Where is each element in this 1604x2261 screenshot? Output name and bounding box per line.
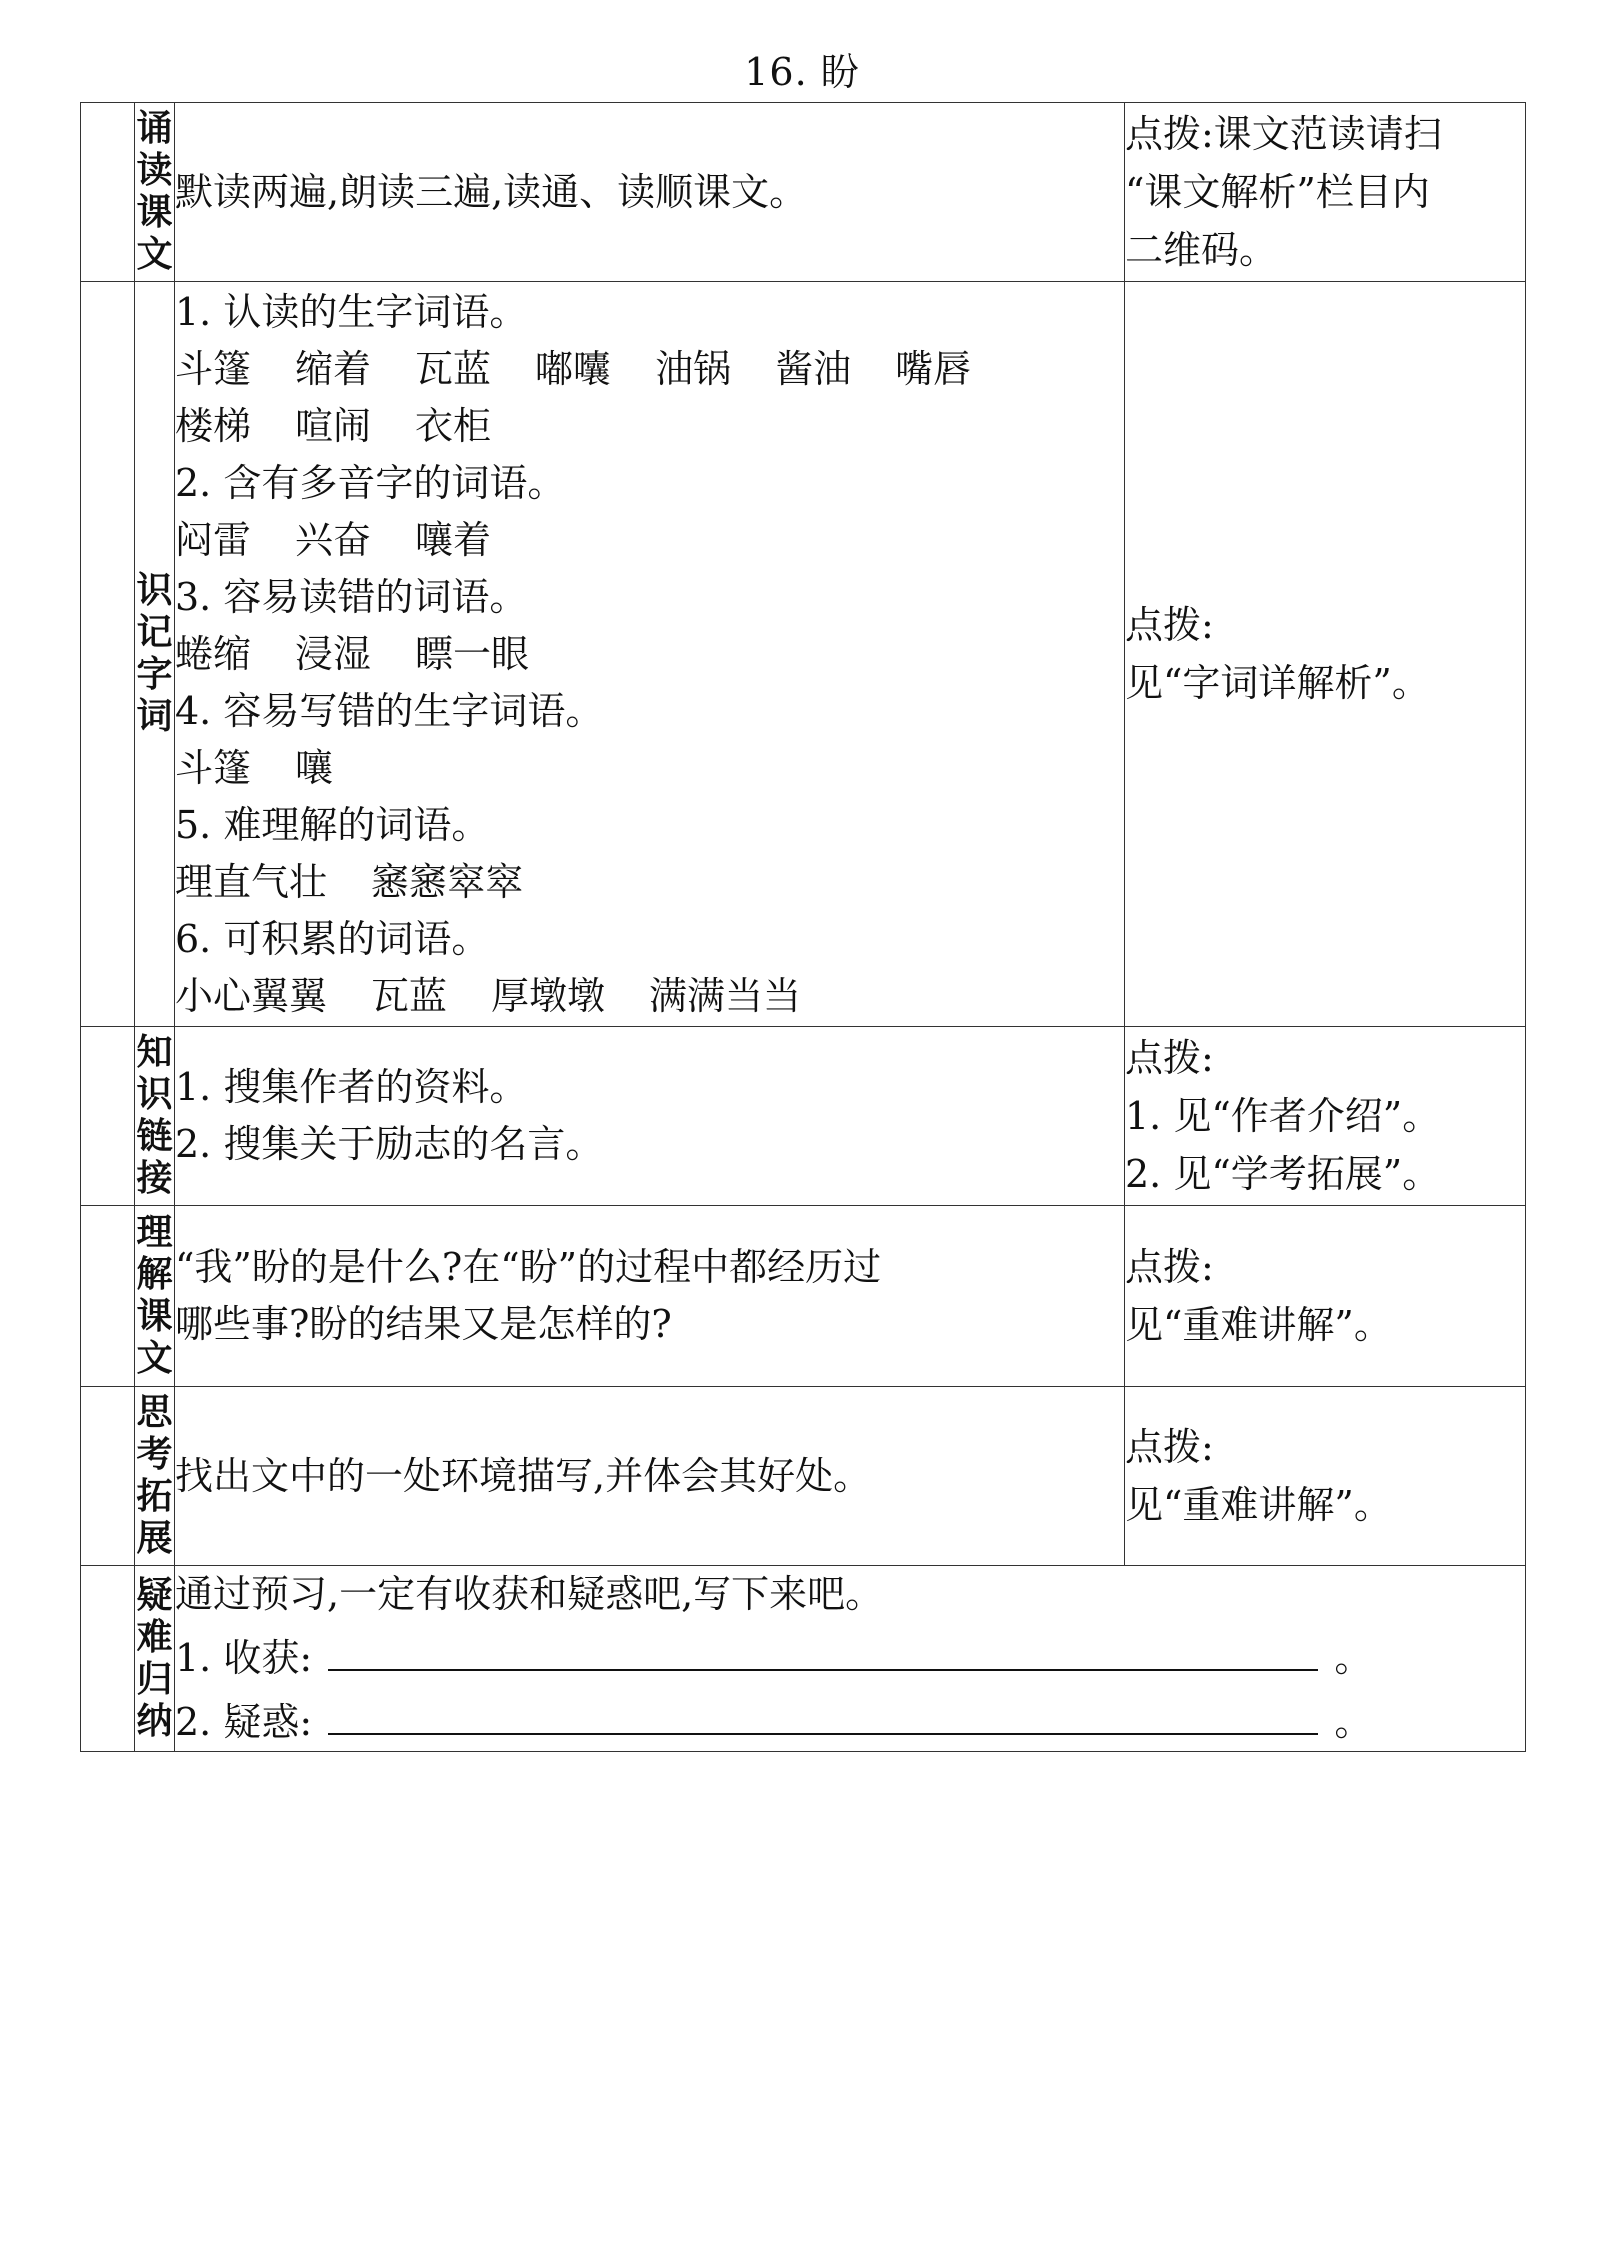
tip-line: 点拨:课文范读请扫	[1125, 112, 1442, 156]
tip-line: 点拨:	[1125, 1425, 1214, 1469]
word: 瓦蓝	[371, 973, 448, 1018]
tip-line: 见“重难讲解”。	[1125, 1483, 1392, 1527]
section-tip	[1125, 1027, 1526, 1206]
label-char: 思	[136, 1392, 173, 1433]
word: 嘟囔	[535, 346, 612, 391]
word: 缩着	[295, 346, 372, 391]
section-understand	[81, 1206, 1526, 1387]
word: 酱油	[775, 346, 852, 391]
worksheet-table	[80, 102, 1526, 1752]
margin-cell	[81, 1206, 135, 1387]
section-content	[175, 1566, 1526, 1752]
section-label	[135, 1387, 175, 1566]
tip-line: 点拨:	[1125, 1036, 1214, 1080]
label-char: 识	[136, 570, 173, 611]
section-tip	[1125, 1206, 1526, 1387]
word: 喧闹	[295, 403, 372, 448]
tip-line: 2. 见“学考拓展”。	[1125, 1152, 1441, 1196]
section-label	[135, 1206, 175, 1387]
label-char: 解	[136, 1254, 173, 1295]
section-content	[175, 282, 1125, 1027]
margin-cell	[81, 1387, 135, 1566]
word: 满满当当	[649, 973, 802, 1018]
label-char: 理	[136, 1212, 173, 1253]
vocab-heading: 5. 难理解的词语。	[175, 802, 490, 847]
label-char: 归	[136, 1658, 173, 1700]
margin-cell	[81, 1027, 135, 1206]
doubts-label: 2. 疑惑:	[175, 1700, 313, 1744]
section-knowledge-link	[81, 1027, 1526, 1206]
vocab-heading: 4. 容易写错的生字词语。	[175, 688, 604, 733]
label-char: 词	[136, 696, 173, 737]
doubts-write-line[interactable]	[328, 1687, 1318, 1735]
word: 油锅	[655, 346, 732, 391]
word: 瓦蓝	[415, 346, 492, 391]
word: 楼梯	[175, 403, 252, 448]
section-recite	[81, 103, 1526, 282]
word-list	[175, 626, 1124, 683]
label-char: 考	[136, 1434, 173, 1475]
period: 。	[1334, 1636, 1373, 1680]
word-list	[175, 854, 1124, 911]
word-list	[175, 740, 1124, 797]
margin-cell	[81, 103, 135, 282]
label-char: 课	[136, 1296, 173, 1337]
section-think-expand	[81, 1387, 1526, 1566]
section-questions	[81, 1566, 1526, 1752]
content-line: 哪些事?盼的结果又是怎样的?	[175, 1302, 672, 1346]
tip-line: 见“字词详解析”。	[1125, 661, 1430, 705]
section-vocabulary	[81, 282, 1526, 1027]
word: 兴奋	[295, 517, 372, 562]
content-line: “我”盼的是什么?在“盼”的过程中都经历过	[175, 1245, 882, 1289]
label-char: 诵	[136, 108, 173, 149]
tip-line: 点拨:	[1125, 1245, 1214, 1289]
gains-write-line[interactable]	[328, 1623, 1318, 1671]
vocab-heading: 6. 可积累的词语。	[175, 916, 490, 961]
content-line: 找出文中的一处环境描写,并体会其好处。	[175, 1453, 872, 1498]
margin-cell	[81, 1566, 135, 1752]
label-char: 读	[136, 150, 173, 191]
word: 嘴唇	[895, 346, 972, 391]
word: 斗篷	[175, 346, 252, 391]
page-title: 16. 盼	[744, 50, 860, 94]
vocab-heading: 1. 认读的生字词语。	[175, 289, 528, 334]
content-line: 1. 搜集作者的资料。	[175, 1065, 528, 1109]
label-char: 识	[136, 1074, 173, 1115]
word: 厚墩墩	[491, 973, 606, 1018]
section-tip	[1125, 1387, 1526, 1566]
label-char: 拓	[136, 1476, 173, 1517]
word: 蜷缩	[175, 631, 252, 676]
word: 瞟一眼	[415, 631, 530, 676]
tip-line: 点拨:	[1125, 603, 1214, 647]
label-char: 接	[136, 1158, 173, 1199]
section-label	[135, 103, 175, 282]
word: 衣柜	[415, 403, 492, 448]
content-line: 默读两遍,朗读三遍,读通、读顺课文。	[175, 169, 808, 214]
word: 嚷	[295, 745, 334, 790]
vocab-heading: 3. 容易读错的词语。	[175, 574, 528, 619]
label-char: 难	[136, 1616, 173, 1658]
word: 浸湿	[295, 631, 372, 676]
word-list	[175, 512, 1124, 569]
period: 。	[1334, 1700, 1373, 1744]
label-char: 文	[136, 234, 173, 275]
label-char: 记	[136, 612, 173, 653]
section-label	[135, 282, 175, 1027]
vocab-heading: 2. 含有多音字的词语。	[175, 460, 566, 505]
label-char: 文	[136, 1338, 173, 1379]
section-content	[175, 103, 1125, 282]
section-content	[175, 1206, 1125, 1387]
content-line: 通过预习,一定有收获和疑惑吧,写下来吧。	[175, 1572, 884, 1616]
label-char: 疑	[136, 1574, 173, 1616]
section-tip	[1125, 103, 1526, 282]
word: 小心翼翼	[175, 973, 328, 1018]
margin-cell	[81, 282, 135, 1027]
tip-line: 见“重难讲解”。	[1125, 1303, 1392, 1347]
label-char: 展	[136, 1518, 173, 1559]
section-label	[135, 1027, 175, 1206]
label-char: 课	[136, 192, 173, 233]
section-content	[175, 1387, 1125, 1566]
section-label	[135, 1566, 175, 1752]
tip-line: “课文解析”栏目内	[1125, 170, 1430, 214]
label-char: 纳	[136, 1700, 173, 1742]
word-list	[175, 968, 1124, 1025]
word-list	[175, 341, 1124, 398]
doubts-blank	[175, 1687, 1525, 1751]
word: 闷雷	[175, 517, 252, 562]
word: 理直气壮	[175, 859, 328, 904]
label-char: 知	[136, 1032, 173, 1073]
tip-line: 二维码。	[1125, 228, 1278, 272]
tip-line: 1. 见“作者介绍”。	[1125, 1094, 1441, 1138]
word-list	[175, 398, 1124, 455]
gains-label: 1. 收获:	[175, 1636, 313, 1680]
section-tip	[1125, 282, 1526, 1027]
word: 窸窸窣窣	[371, 859, 524, 904]
word: 斗篷	[175, 745, 252, 790]
word: 嚷着	[415, 517, 492, 562]
content-line: 2. 搜集关于励志的名言。	[175, 1122, 604, 1166]
label-char: 字	[136, 654, 173, 695]
gains-blank	[175, 1623, 1525, 1687]
label-char: 链	[136, 1116, 173, 1157]
section-content	[175, 1027, 1125, 1206]
